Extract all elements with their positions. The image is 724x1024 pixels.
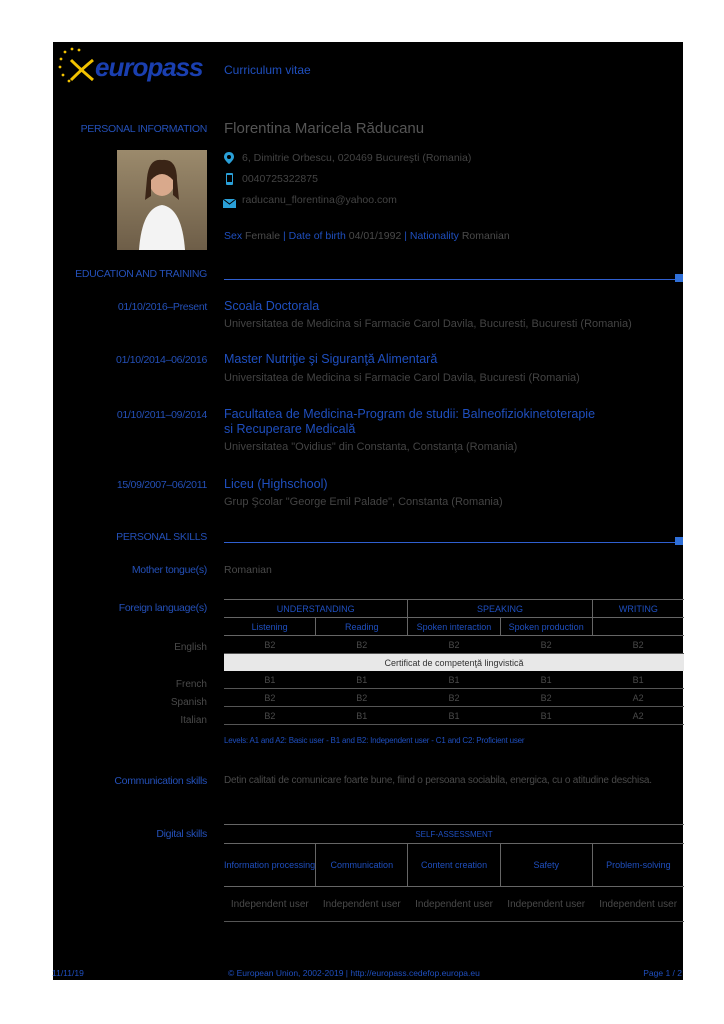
language-name: English bbox=[174, 642, 207, 653]
language-name: Italian bbox=[180, 715, 207, 726]
digital-header: Problem-solving bbox=[592, 844, 684, 887]
email[interactable]: raducanu_florentina@yahoo.com bbox=[242, 194, 397, 206]
profile-photo bbox=[117, 150, 207, 250]
eu-stars-icon bbox=[57, 46, 97, 86]
communication-skills-label: Communication skills bbox=[114, 775, 207, 787]
section-personal-information: PERSONAL INFORMATION bbox=[80, 123, 207, 135]
digital-skills-table bbox=[224, 824, 684, 922]
dob-label: Date of birth bbox=[288, 230, 346, 242]
footer-date: 11/11/19 bbox=[52, 968, 84, 978]
language-name: Spanish bbox=[170, 697, 207, 708]
email-icon bbox=[223, 195, 236, 204]
sex-value: Female bbox=[245, 230, 281, 242]
language-table bbox=[224, 599, 684, 725]
footer-copyright[interactable]: © European Union, 2002-2019 | http://europass.cedefop.europa.eu bbox=[228, 968, 480, 978]
section-marker bbox=[675, 274, 683, 282]
speaking-header: SPEAKING bbox=[408, 600, 592, 618]
location-icon bbox=[224, 151, 234, 163]
digital-header: Communication bbox=[316, 844, 408, 887]
edu-date: 15/09/2007–06/2011 bbox=[116, 479, 207, 491]
edu-org: Universitatea de Medicina si Farmacie Carol Davila, Bucuresti, Bucuresti (Romania) bbox=[224, 318, 632, 330]
table-row: B2 B2 B2 B2 B2 bbox=[224, 636, 684, 654]
address: 6, Dimitrie Orbescu, 020469 Bucureşti (Romania) bbox=[242, 152, 472, 164]
understanding-header: UNDERSTANDING bbox=[224, 600, 408, 618]
nationality-value: Romanian bbox=[461, 230, 510, 242]
mother-tongue-value: Romanian bbox=[224, 564, 272, 576]
spoken-production-header: Spoken production bbox=[500, 618, 592, 636]
section-divider bbox=[224, 279, 677, 280]
foreign-languages-label: Foreign language(s) bbox=[118, 602, 207, 614]
listening-header: Listening bbox=[224, 618, 316, 636]
edu-date: 01/10/2011–09/2014 bbox=[116, 409, 207, 421]
doc-title: Curriculum vitae bbox=[224, 63, 311, 77]
self-assessment-header: SELF-ASSESSMENT bbox=[224, 825, 684, 844]
edu-date: 01/10/2016–Present bbox=[117, 301, 207, 313]
digital-header: Information processing bbox=[224, 844, 316, 887]
table-row bbox=[224, 654, 684, 672]
footer-page-number: Page 1 / 2 bbox=[643, 968, 682, 978]
edu-title: Scoala Doctorala bbox=[224, 299, 320, 313]
edu-title-cont: si Recuperare Medicală bbox=[224, 422, 356, 436]
language-name: French bbox=[175, 679, 207, 690]
edu-title: Master Nutriţie şi Siguranţă Alimentară bbox=[224, 352, 438, 366]
personal-details: Sex Female | Date of birth 04/01/1992 | Nationality Romanian bbox=[224, 230, 510, 242]
mother-tongue-label: Mother tongue(s) bbox=[131, 564, 207, 576]
edu-org: Grup Şcolar "George Emil Palade", Constanta (Romania) bbox=[224, 496, 503, 508]
certificate: Certificat de competenţă lingvistică bbox=[224, 654, 684, 672]
digital-header: Safety bbox=[500, 844, 592, 887]
table-row: B2 B1 B1 B1 A2 bbox=[224, 707, 684, 725]
section-personal-skills: PERSONAL SKILLS bbox=[116, 531, 207, 543]
section-marker bbox=[675, 537, 683, 545]
section-education: EDUCATION AND TRAINING bbox=[75, 268, 207, 280]
table-row: B2 B2 B2 B2 A2 bbox=[224, 689, 684, 707]
levels-legend: Levels: A1 and A2: Basic user - B1 and B2: Independent user - C1 and C2: Proficient user bbox=[224, 736, 525, 745]
dob-value: 04/01/1992 bbox=[348, 230, 402, 242]
edu-org: Universitatea de Medicina si Farmacie Carol Davila, Bucuresti (Romania) bbox=[224, 372, 580, 384]
section-divider bbox=[224, 542, 677, 543]
digital-header: Content creation bbox=[408, 844, 500, 887]
edu-date: 01/10/2014–06/2016 bbox=[116, 354, 207, 366]
sex-label: Sex bbox=[224, 230, 243, 242]
digital-skills-label: Digital skills bbox=[156, 828, 207, 840]
europass-logo: europass bbox=[95, 52, 203, 82]
mobile-phone-icon bbox=[226, 172, 233, 184]
nationality-label: Nationality bbox=[409, 230, 459, 242]
edu-org: Universitatea "Ovidius" din Constanta, Constanţa (Romania) bbox=[224, 441, 518, 453]
full-name: Florentina Maricela Răducanu bbox=[224, 120, 425, 137]
table-row: B1 B1 B1 B1 B1 bbox=[224, 671, 684, 689]
table-row: Independent user Independent user Independent user Independent user Independent user bbox=[224, 887, 684, 922]
spoken-interaction-header: Spoken interaction bbox=[408, 618, 500, 636]
communication-skills-text: Detin calitati de comunicare foarte bune, fiind o persoana sociabila, energica, cu o atitudine deschisa. bbox=[224, 775, 652, 786]
phone: 0040725322875 bbox=[242, 173, 318, 185]
reading-header: Reading bbox=[316, 618, 408, 636]
edu-title: Liceu (Highschool) bbox=[224, 477, 328, 491]
edu-title: Facultatea de Medicina-Program de studii: Balneofiziokinetoterapie bbox=[224, 407, 596, 421]
cv-page bbox=[53, 42, 683, 980]
writing-header: WRITING bbox=[592, 600, 684, 618]
